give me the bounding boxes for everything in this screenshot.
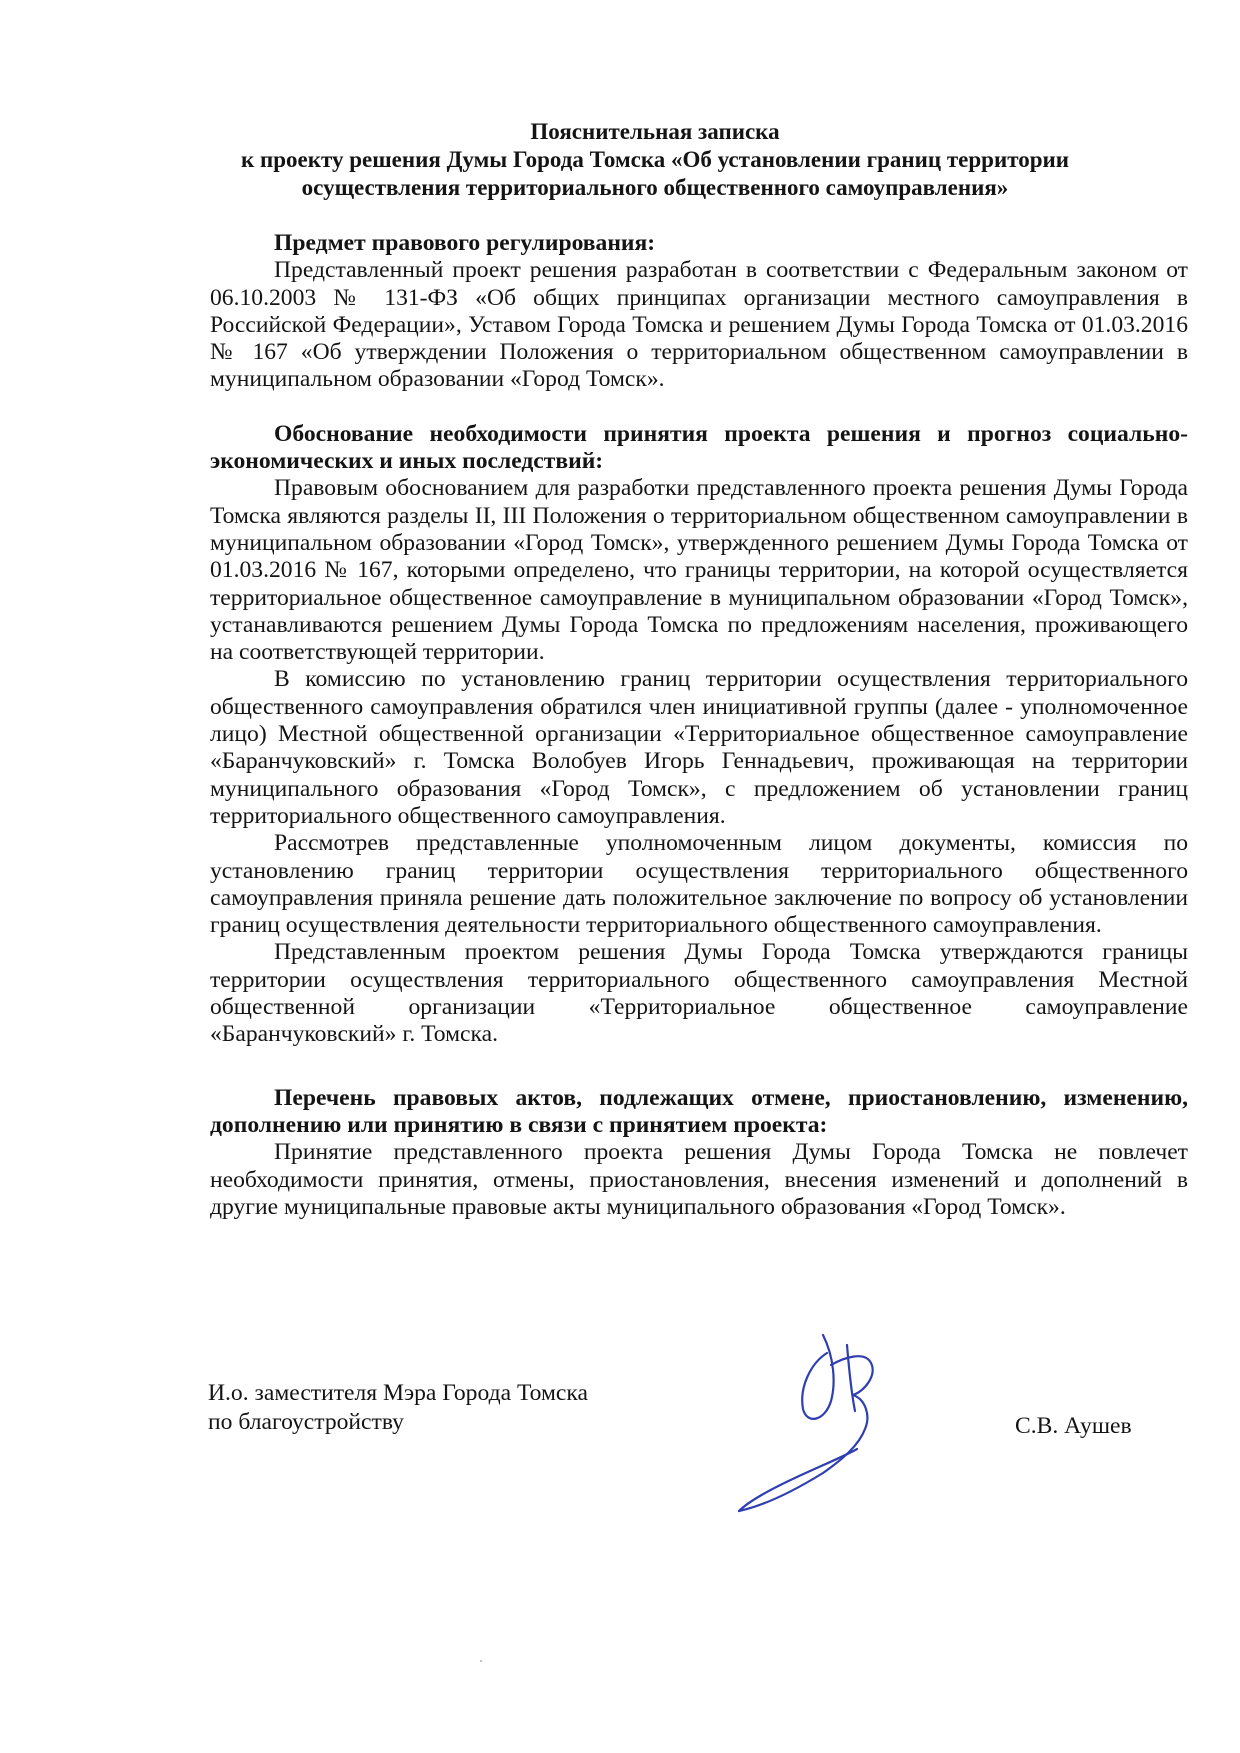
section-legal-acts [210,1085,1188,1221]
paragraph: Рассмотрев представленные уполномоченным лицом документы, комиссия по установлению границ территории осуществления территориального общественного самоуправления приняла решение дать положительное заключение по вопросу об установлении границ осуществления деятельности территориального общественного самоуправления. [210,830,1188,939]
paragraph: Представленный проект решения разработан в соответствии с Федеральным законом от 06.10.2003 № 131-ФЗ «Об общих принципах организации местного самоуправления в Российской Федерации», Уставом Города Томска и решением Думы Города Томска от 01.03.2016 № 167 «Об утверждении Положения о территориальном общественном самоуправлении в муниципальном образовании «Город Томск». [210,257,1188,393]
document-heading [210,118,1100,202]
document-subtitle-line1: к проекту решения Думы Города Томска «Об установлении границ территории [241,147,1069,172]
signatory-position-detail: по благоустройству [208,1409,404,1435]
section-title: Предмет правового регулирования: [274,230,656,256]
section-legal-subject [210,230,1188,394]
document-subtitle-line2: осуществления территориального общественного самоуправления» [301,175,1009,200]
document-body [210,230,1188,1221]
document-title: Пояснительная записка [530,119,780,144]
scan-speck [480,1660,482,1662]
section-justification [210,421,1188,1049]
paragraph: В комиссию по установлению границ территории осуществления территориального общественного самоуправления обратился член инициативной группы (далее - уполномоченное лицо) Местной общественной организации «Территориальное общественное самоуправление «Баранчуковский» г. Томска Волобуев Игорь Геннадьевич, проживающая на территории муниципального образования «Город Томск», с предложением об установлении границ территориального общественного самоуправления. [210,666,1188,829]
paragraph: Представленным проектом решения Думы Города Томска утверждаются границы территории осуществления территориального общественного самоуправления Местной общественной организации «Территориальное общественное самоуправление «Баранчуковский» г. Томска. [210,939,1188,1048]
signatory-block [208,1379,588,1437]
handwritten-signature [715,1325,935,1515]
section-title: Обоснование необходимости принятия проекта решения и прогноз социально-экономических и иных последствий: [210,420,1188,475]
paragraph: Принятие представленного проекта решения Думы Города Томска не повлечет необходимости принятия, отмены, приостановления, внесения изменений и дополнений в другие муниципальные правовые акты муниципального образования «Город Томск». [210,1139,1188,1220]
signatory-position: И.о. заместителя Мэра Города Томска [208,1380,588,1406]
section-title: Перечень правовых актов, подлежащих отмене, приостановлению, изменению, дополнению или принятию в связи с принятием проекта: [210,1084,1188,1138]
paragraph: Правовым обоснованием для разработки представленного проекта решения Думы Города Томска являются разделы II, III Положения о территориальном общественном самоуправлении в муниципальном образовании «Город Томск», утвержденного решением Думы Города Томска от 01.03.2016 № 167, которыми определено, что границы территории, на которой осуществляется территориальное общественное самоуправление в муниципальном образовании «Город Томск», устанавливаются решением Думы Города Томска по предложениям населения, проживающего на соответствующей территории. [210,475,1188,666]
signatory-name: С.В. Аушев [1015,1413,1132,1439]
